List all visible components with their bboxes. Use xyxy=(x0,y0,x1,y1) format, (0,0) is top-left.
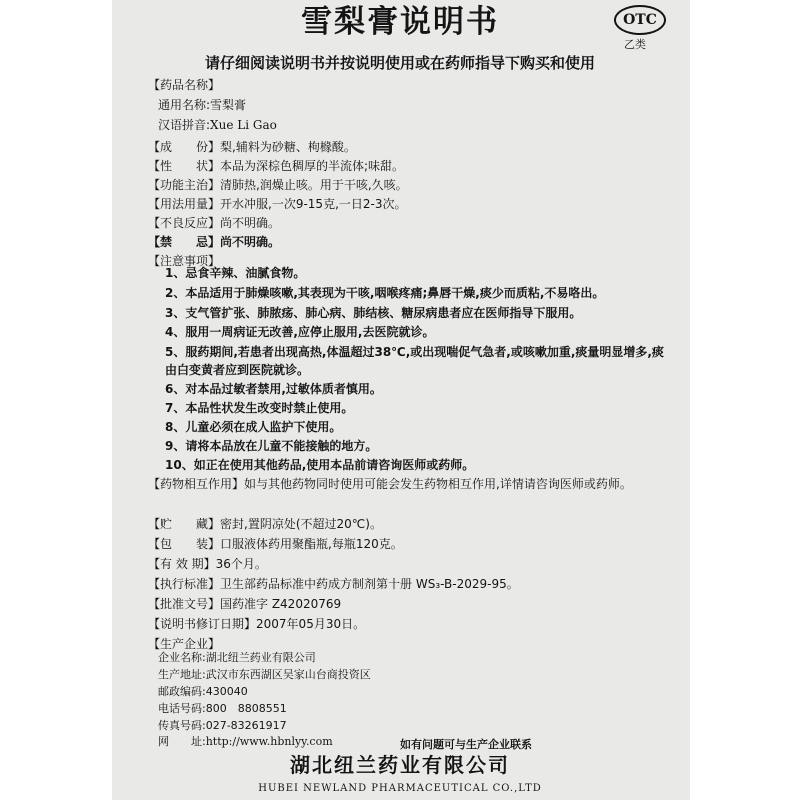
section-value: 2007年05月30日。 xyxy=(256,617,366,631)
company-name: 湖北纽兰药业有限公司 xyxy=(290,753,510,777)
precaution-item: 10、如正在使用其他药品,使用本品前请咨询医师或药师。 xyxy=(165,458,475,472)
adverse-reactions-row xyxy=(148,214,280,232)
contact-note: 如有问题可与生产企业联系 xyxy=(400,738,532,751)
section-label: 【说明书修订日期】 xyxy=(148,617,257,631)
manufacturer-value: 800 8808551 xyxy=(205,702,287,715)
section-value: 尚不明确。 xyxy=(220,216,281,230)
usage-warning: 请仔细阅读说明书并按说明使用或在药师指导下购买和使用 xyxy=(204,54,595,72)
section-value: 密封,置阴凉处(不超过20℃)。 xyxy=(220,517,382,531)
interactions-value: 如与其他药物同时使用可能会发生药物相互作用,详情请咨询医师或药师。 xyxy=(244,477,632,491)
precaution-item: 6、对本品过敏者禁用,过敏体质者慎用。 xyxy=(165,382,382,396)
manufacturer-row xyxy=(158,701,287,719)
page-title: 雪梨膏说明书 xyxy=(301,4,499,40)
manufacturer-value: 武汉市东西湖区吴家山台商投资区 xyxy=(205,668,371,681)
section-label: 【成 份】 xyxy=(148,140,221,154)
otc-badge: OTC xyxy=(614,5,666,35)
section-value: 开水冲服,一次9-15克,一日2-3次。 xyxy=(220,197,407,211)
manufacturer-label: 邮政编码: xyxy=(158,685,206,698)
manufacturer-label: 企业名称: xyxy=(158,651,206,664)
section-value: 国药准字 Z42020769 xyxy=(220,597,342,611)
manufacturer-row xyxy=(158,650,316,668)
precaution-item: 3、支气管扩张、肺脓疡、肺心病、肺结核、糖尿病患者应在医师指导下服用。 xyxy=(165,306,582,320)
section-value: 卫生部药品标准中药成方制剂第十册 WS₃-B-2029-95。 xyxy=(220,577,519,591)
section-value: 尚不明确。 xyxy=(220,235,281,249)
precaution-item: 4、服用一周病证无改善,应停止服用,去医院就诊。 xyxy=(165,325,435,339)
section-label: 【执行标准】 xyxy=(148,577,221,591)
otc-class-label: 乙类 xyxy=(624,38,646,51)
company-name-english: HUBEI NEWLAND PHARMACEUTICAL CO.,LTD xyxy=(258,783,542,794)
manufacturer-label: 生产地址: xyxy=(158,668,206,681)
precautions-heading: 【注意事项】 xyxy=(148,254,221,268)
manufacturer-label: 传真号码: xyxy=(158,719,206,732)
section-label: 【功能主治】 xyxy=(148,178,221,192)
section-label: 【包 装】 xyxy=(148,537,221,551)
precaution-item: 2、本品适用于肺燥咳嗽,其表现为干咳,咽喉疼痛;鼻唇干燥,痰少而质粘,不易咯出。 xyxy=(165,286,605,300)
section-label: 【批准文号】 xyxy=(148,597,221,611)
shelf-life-row xyxy=(148,555,267,573)
precaution-item: 1、忌食辛辣、油腻食物。 xyxy=(165,266,306,280)
section-value: 口服液体药用聚酯瓶,每瓶120克。 xyxy=(220,537,403,551)
package-row xyxy=(148,535,403,553)
manufacturer-value: 027-83261917 xyxy=(205,719,287,732)
pinyin-row xyxy=(158,116,277,134)
section-label: 【性 状】 xyxy=(148,159,221,173)
section-value: 本品为深棕色稠厚的半流体;味甜。 xyxy=(220,159,405,173)
section-label: 【贮 藏】 xyxy=(148,517,221,531)
manufacturer-value: 430040 xyxy=(205,685,248,698)
revision-date-row xyxy=(148,615,365,633)
pinyin-label: 汉语拼音: xyxy=(158,118,211,132)
precaution-item: 9、请将本品放在儿童不能接触的地方。 xyxy=(165,439,378,453)
manufacturer-label: 电话号码: xyxy=(158,702,206,715)
interactions-label: 【药物相互作用】 xyxy=(148,477,245,491)
pinyin-value: Xue Li Gao xyxy=(210,118,277,132)
contraindications-row xyxy=(148,233,280,251)
section-label: 【用法用量】 xyxy=(148,197,221,211)
appearance-row xyxy=(148,157,404,175)
website-link[interactable]: http://www.hbnlyy.com xyxy=(205,735,333,748)
standard-row xyxy=(148,575,519,593)
generic-name-label: 通用名称: xyxy=(158,98,211,112)
approval-number-row xyxy=(148,595,341,613)
manufacturer-row xyxy=(158,684,248,702)
generic-name-row xyxy=(158,96,246,114)
dosage-row xyxy=(148,195,406,213)
section-value: 36个月。 xyxy=(215,557,267,571)
website-row xyxy=(158,734,333,752)
manufacturer-value: 湖北纽兰药业有限公司 xyxy=(205,651,316,664)
manufacturer-heading: 【生产企业】 xyxy=(148,637,221,651)
storage-row xyxy=(148,515,382,533)
drug-name-heading: 【药品名称】 xyxy=(148,78,221,92)
section-label: 【禁 忌】 xyxy=(148,235,221,249)
section-value: 清肺热,润燥止咳。用于干咳,久咳。 xyxy=(220,178,408,192)
precaution-item: 7、本品性状发生改变时禁止使用。 xyxy=(165,401,354,415)
manufacturer-row xyxy=(158,667,371,685)
section-value: 梨,辅料为砂糖、枸橼酸。 xyxy=(220,140,356,154)
generic-name-value: 雪梨膏 xyxy=(210,98,247,112)
precaution-item: 5、服药期间,若患者出现高热,体温超过38℃,或出现喘促气急者,或咳嗽加重,痰量明显增多,痰由白变黄者应到医院就诊。 xyxy=(165,345,664,377)
interactions-row xyxy=(148,475,678,493)
website-label: 网 址: xyxy=(158,735,206,748)
section-label: 【有 效 期】 xyxy=(148,557,216,571)
ingredients-row xyxy=(148,138,356,156)
precaution-item: 8、儿童必须在成人监护下使用。 xyxy=(165,420,342,434)
indications-row xyxy=(148,176,408,194)
section-label: 【不良反应】 xyxy=(148,216,221,230)
